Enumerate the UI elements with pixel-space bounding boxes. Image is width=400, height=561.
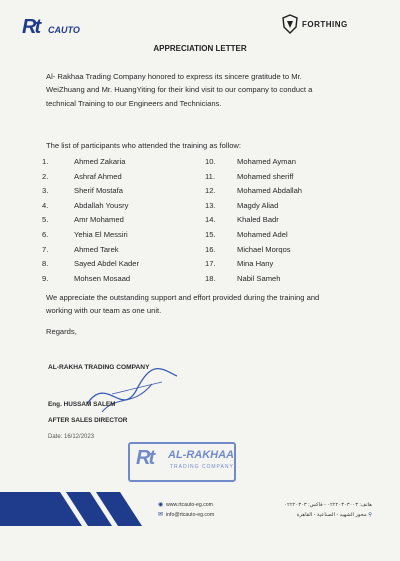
participant-row: 1. Ahmed Zakaria bbox=[42, 157, 126, 166]
rtc-logo-text: CAUTO bbox=[48, 25, 80, 35]
participant-row: 6. Yehia El Messiri bbox=[42, 229, 128, 239]
participant-row: 16. Michael Morqos bbox=[205, 244, 291, 254]
participant-name: Sherif Mostafa bbox=[74, 186, 123, 196]
engineer-position: AFTER SALES DIRECTOR bbox=[48, 417, 128, 424]
participant-name: Yehia El Messiri bbox=[74, 229, 128, 239]
participants-right-column bbox=[205, 155, 345, 286]
participant-name: Magdy Aliad bbox=[237, 200, 279, 210]
participant-name: Sayed Abdel Kader bbox=[74, 259, 140, 269]
letter-date: Date: 16/12/2023 bbox=[48, 434, 95, 440]
participant-row: 9. Mohsen Mosaad bbox=[42, 273, 131, 283]
participant-row: 4. Abdallah Yousry bbox=[42, 200, 129, 210]
forthing-shield-icon bbox=[282, 14, 298, 34]
participant-row: 8. Sayed Abdel Kader bbox=[42, 259, 140, 269]
participant-row: 3. Sherif Mostafa bbox=[42, 186, 123, 196]
participant-row: 17. Mina Hany bbox=[205, 259, 274, 269]
participant-row: 18. Nabil Sameh bbox=[205, 273, 281, 283]
engineer-name: Eng. HUSSAM SALEM bbox=[48, 401, 116, 408]
participant-name: Mohamed sheriff bbox=[237, 171, 294, 181]
globe-icon: ◉ bbox=[158, 502, 164, 508]
participant-row: 14. Khaled Badr bbox=[205, 215, 279, 225]
participant-name: Mohamed Ayman bbox=[237, 157, 296, 166]
participants-left-column bbox=[42, 155, 192, 286]
participant-row: 5. Amr Mohamed bbox=[42, 215, 124, 225]
letter-title: APPRECIATION LETTER bbox=[153, 44, 247, 53]
forthing-logo bbox=[282, 14, 372, 36]
participant-name: Ahmed Zakaria bbox=[74, 157, 126, 166]
participant-name: Ashraf Ahmed bbox=[74, 171, 122, 181]
footer-email[interactable]: info@rtcauto-eg.com bbox=[166, 512, 215, 518]
company-name: AL-RAKHA TRADING COMPANY bbox=[48, 364, 150, 371]
participant-name: Mohamed Adel bbox=[237, 229, 288, 239]
participant-row: 15. Mohamed Adel bbox=[205, 229, 288, 239]
forthing-logo-text: FORTHING bbox=[302, 20, 348, 29]
closing-paragraph: We appreciate the outstanding support and effort provided during the training and working with our team as one unit. bbox=[46, 293, 320, 316]
stamp-subtitle: TRADING COMPANY bbox=[170, 464, 234, 470]
participant-name: Mohamed Abdallah bbox=[237, 186, 303, 196]
participant-row: 13. Magdy Aliad bbox=[205, 200, 279, 210]
participant-row: 10. Mohamed Ayman bbox=[205, 157, 296, 166]
participant-name: Mohsen Mosaad bbox=[74, 273, 131, 283]
participant-name: Amr Mohamed bbox=[74, 215, 124, 225]
participant-name: Michael Morqos bbox=[237, 244, 291, 254]
footer-website[interactable]: www.rtcauto-eg.com bbox=[166, 502, 213, 508]
footer-address: محور الشهيد - الصناعية - القاهرة bbox=[296, 512, 367, 518]
participant-name: Mina Hany bbox=[237, 259, 274, 269]
location-pin-icon: ⚲ bbox=[368, 512, 372, 518]
participant-name: Nabil Sameh bbox=[237, 273, 281, 283]
participant-name: Abdallah Yousry bbox=[74, 200, 129, 210]
footer-contact bbox=[158, 500, 214, 520]
participant-row: 2. Ashraf Ahmed bbox=[42, 171, 122, 181]
footer-decoration bbox=[0, 484, 170, 534]
stamp-company-name: AL-RAKHAA bbox=[168, 449, 234, 461]
rtc-logo-mark: Rt bbox=[22, 16, 40, 38]
stamp-logo-mark: Rt bbox=[136, 447, 154, 469]
footer-phone: هاتف: ٠٢٢٢٠٣٠٣٠٠٣ - فاكس: ٠٢٢٢٠٣٠٣ bbox=[284, 502, 372, 508]
footer-arabic-contact bbox=[262, 500, 372, 520]
participant-row: 12. Mohamed Abdallah bbox=[205, 186, 303, 196]
participant-name: Ahmed Tarek bbox=[74, 244, 119, 254]
regards-text: Regards, bbox=[46, 327, 77, 336]
email-icon: ✉ bbox=[158, 512, 164, 518]
handwritten-signature bbox=[82, 364, 182, 424]
rtc-auto-logo bbox=[22, 16, 92, 42]
participant-row: 11. Mohamed sheriff bbox=[205, 171, 294, 181]
participant-row: 7. Ahmed Tarek bbox=[42, 244, 119, 254]
participant-name: Khaled Badr bbox=[237, 215, 279, 225]
intro-paragraph: Al- Rakhaa Trading Company honored to express its sincere gratitude to Mr. WeiZhuang and Mr. HuangYiting for their kind visit to our company to conduct a technical Training to our Engineers and Technicians. bbox=[46, 72, 313, 108]
company-stamp bbox=[128, 442, 236, 482]
participants-heading: The list of participants who attended the training as follow: bbox=[46, 141, 242, 150]
